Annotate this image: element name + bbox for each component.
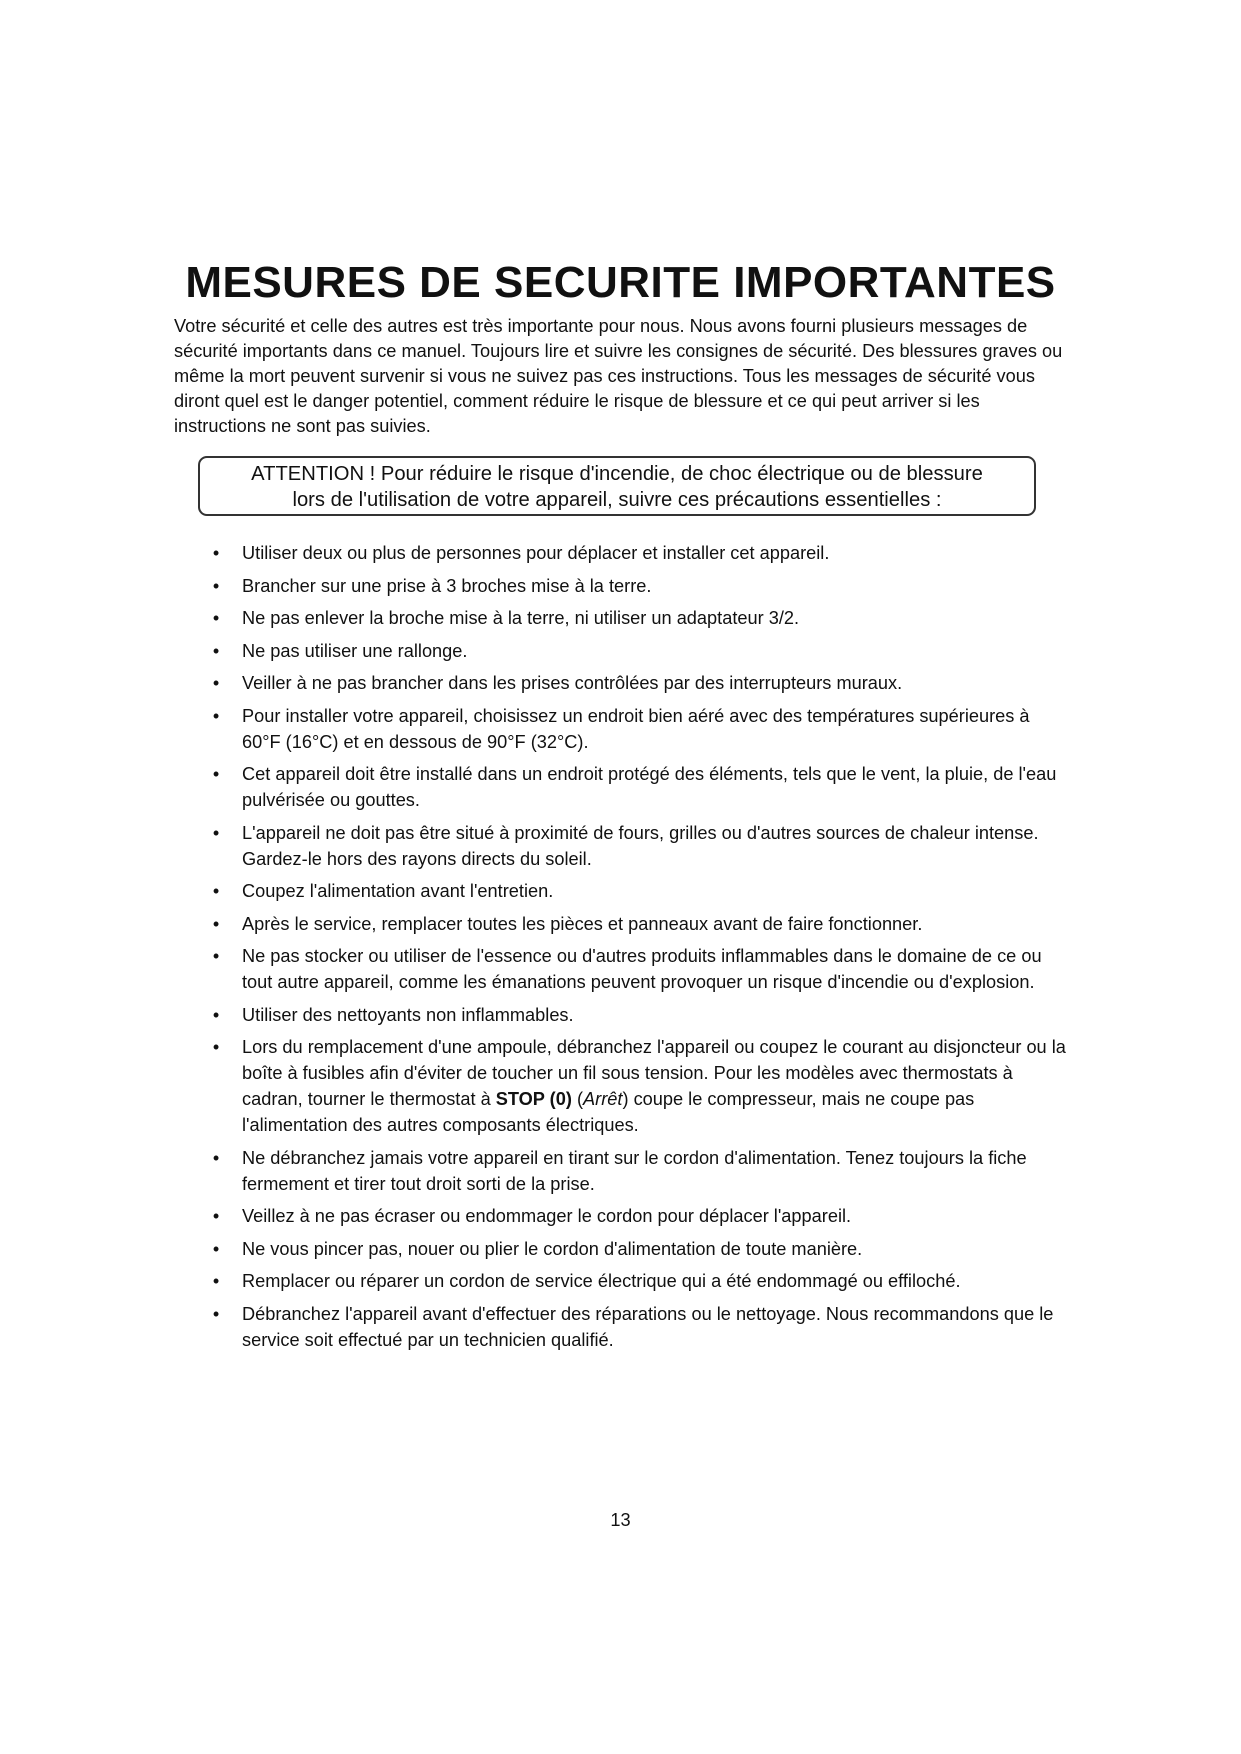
- list-item: [212, 670, 1072, 696]
- list-item: [212, 540, 1072, 566]
- list-item-text: Cet appareil doit être installé dans un endroit protégé des éléments, tels que le vent, la pluie, de l'eau pulvérisée ou gouttes.: [242, 764, 1057, 810]
- bullet-icon: •: [212, 881, 220, 901]
- list-item-text: Utiliser des nettoyants non inflammables.: [242, 1004, 574, 1025]
- bullet-icon: •: [212, 1206, 220, 1226]
- list-item: [212, 878, 1072, 904]
- bullet-icon: •: [212, 913, 220, 934]
- list-item-text: Veillez à ne pas écraser ou endommager le cordon pour déplacer l'appareil.: [242, 1206, 852, 1226]
- attention-line-2: lors de l'utilisation de votre appareil, suivre ces précautions essentielles :: [292, 489, 942, 511]
- arret-keyword: Arrêt: [583, 1089, 623, 1109]
- list-item: [212, 638, 1072, 664]
- bullet-icon: •: [212, 1004, 220, 1025]
- list-item-text: Ne vous pincer pas, nouer ou plier le cordon d'alimentation de toute manière.: [242, 1238, 863, 1259]
- list-item: [212, 761, 1072, 813]
- bullet-icon: •: [212, 705, 220, 726]
- intro-paragraph: Votre sécurité et celle des autres est très importante pour nous. Nous avons fourni plusieurs messages de sécurité importants dans ce manuel. Toujours lire et suivre les consignes de sécurité. Des blessures graves ou même la mort peuvent survenir si vous ne suivez pas ces instructions. Tous les messages de sécurité vous diront quel est le danger potentiel, comment réduire le risque de blessure et ce qui peut arriver si les instructions ne sont pas suivies.: [174, 316, 1063, 436]
- bulb-text-after: ) coupe le compresseur, mais ne coupe pas l'alimentation des autres composants électriques.: [242, 1089, 975, 1135]
- list-item-text: Remplacer ou réparer un cordon de service électrique qui a été endommagé ou effiloché.: [242, 1271, 961, 1291]
- list-item: [212, 1236, 1072, 1262]
- list-item-text: Coupez l'alimentation avant l'entretien.: [242, 881, 554, 901]
- stop-keyword: STOP (0): [495, 1089, 572, 1109]
- list-item-text: Veiller à ne pas brancher dans les prises contrôlées par des interrupteurs muraux.: [242, 673, 903, 693]
- bullet-icon: •: [212, 764, 220, 784]
- bullet-icon: •: [212, 575, 220, 596]
- list-item: [212, 911, 1072, 937]
- bullet-icon: •: [212, 1271, 220, 1291]
- list-item: [212, 703, 1072, 755]
- list-item-text: Ne pas enlever la broche mise à la terre, ni utiliser un adaptateur 3/2.: [242, 608, 800, 628]
- list-item: [212, 943, 1072, 995]
- list-item: [212, 1145, 1072, 1197]
- page-number: 13: [610, 1510, 631, 1530]
- bullet-icon: •: [212, 946, 220, 966]
- bullet-icon: •: [212, 1303, 220, 1324]
- bulb-text-before: Lors du remplacement d'une ampoule, débranchez l'appareil ou coupez le courant au disjoncteur ou la boîte à fusibles afin d'éviter de toucher un fil sous tension. Pour les modèles avec thermostats à cadran, tourner le thermostat à: [242, 1037, 1066, 1109]
- list-item: [212, 605, 1072, 631]
- list-item: [212, 1203, 1072, 1229]
- list-item-text: Ne débranchez jamais votre appareil en tirant sur le cordon d'alimentation. Tenez toujours la fiche fermement et tirer tout droit sorti de la prise.: [242, 1147, 1027, 1194]
- bullet-icon: •: [212, 1147, 220, 1168]
- list-item: [212, 1268, 1072, 1294]
- list-item-text: L'appareil ne doit pas être situé à proximité de fours, grilles ou d'autres sources de chaleur intense. Gardez-le hors des rayons directs du soleil.: [242, 822, 1039, 869]
- attention-line-1: ATTENTION ! Pour réduire le risque d'incendie, de choc électrique ou de blessure: [251, 463, 983, 485]
- bullet-icon: •: [212, 1238, 220, 1259]
- list-item-text: Après le service, remplacer toutes les pièces et panneaux avant de faire fonctionner.: [242, 913, 923, 934]
- bullet-icon: •: [212, 673, 220, 693]
- list-item: [212, 1301, 1072, 1353]
- bullet-icon: •: [212, 1037, 220, 1057]
- list-item-text: Brancher sur une prise à 3 broches mise à la terre.: [242, 575, 652, 596]
- list-item-text: Utiliser deux ou plus de personnes pour déplacer et installer cet appareil.: [242, 543, 830, 563]
- list-item-text: Pour installer votre appareil, choisissez un endroit bien aéré avec des températures supérieures à 60°F (16°C) et en dessous de 90°F (32°C).: [242, 705, 1030, 752]
- list-item: [212, 1002, 1072, 1028]
- list-item-text: Ne pas stocker ou utiliser de l'essence ou d'autres produits inflammables dans le domaine de ce ou tout autre appareil, comme les émanations peuvent provoquer un risque d'incendie ou d'explosion.: [242, 946, 1042, 992]
- attention-box: [198, 456, 1036, 516]
- bullet-icon: •: [212, 608, 220, 628]
- list-item: [212, 573, 1072, 599]
- page-title: MESURES DE SECURITE IMPORTANTES: [185, 258, 1056, 307]
- list-item-bulb: [212, 1034, 1072, 1138]
- safety-list: [0, 540, 1241, 1359]
- list-item-text: Débranchez l'appareil avant d'effectuer des réparations ou le nettoyage. Nous recommandons que le service soit effectué par un technicien qualifié.: [242, 1303, 1054, 1350]
- bullet-icon: •: [212, 543, 220, 563]
- bulb-paren-open: (: [571, 1089, 584, 1109]
- list-item: [212, 820, 1072, 872]
- bullet-icon: •: [212, 640, 220, 661]
- bullet-icon: •: [212, 822, 220, 843]
- list-item-text: Ne pas utiliser une rallonge.: [242, 640, 468, 661]
